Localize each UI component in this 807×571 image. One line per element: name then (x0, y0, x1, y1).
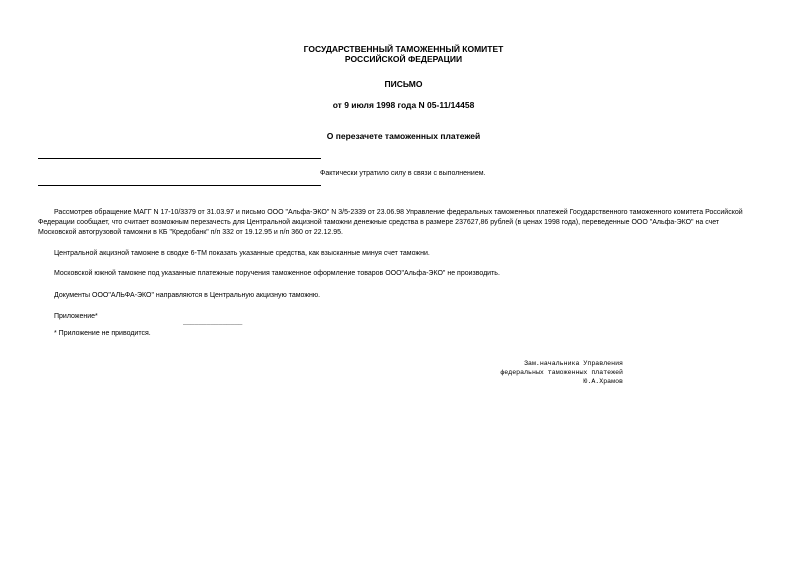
rule-top (38, 158, 321, 159)
paragraph-1-line-3: Московской автогрузовой таможни в КБ "Кредобанк" п/п 332 от 19.12.95 и п/п 360 от 22.12.95. (38, 229, 343, 236)
rule-bottom (38, 185, 321, 186)
paragraph-1-line-2: Федерации сообщает, что считает возможным перезачесть для Центральной акцизной таможни денежные средства в размере 237627,86 рублей (в ценах 1998 года), переведенные ООО "Альфа-ЭКО" на счет (38, 219, 720, 226)
signature-department: федеральных таможенных платежей (500, 369, 623, 376)
paragraph-1-line-1: Рассмотрев обращение МАГГ N 17-10/3379 от 31.03.97 и письмо ООО "Альфа-ЭКО" N 3/5-2339 от 23.06.98 Управление федеральных таможенных платежей Государственного таможенного комитета Российской (54, 209, 743, 216)
signature-name: Ю.А.Храмов (583, 378, 623, 385)
signature-title: Зам.начальника Управления (524, 360, 623, 367)
signature-block (500, 359, 623, 386)
header-line1: ГОСУДАРСТВЕННЫЙ ТАМОЖЕННЫЙ КОМИТЕТ (303, 44, 504, 54)
paragraph-4: Документы ООО"АЛЬФА-ЭКО" направляются в Центральную акцизную таможню. (54, 292, 321, 299)
header-line2: РОССИЙСКОЙ ФЕДЕРАЦИИ (344, 54, 463, 64)
attachment-dashes: _______________ (183, 319, 243, 326)
doc-type: ПИСЬМО (384, 79, 423, 89)
paragraph-3: Московской южной таможне под указанные платежные поручения таможенное оформление товаров ООО"Альфа-ЭКО" не производить. (54, 270, 500, 277)
paragraph-2: Центральной акцизной таможне в сводке 6-ТМ показать указанные средства, как взысканные минуя счет таможни. (54, 250, 430, 257)
footnote: * Приложение не приводится. (54, 330, 151, 337)
status-note: Фактически утратило силу в связи с выполнением. (320, 170, 486, 177)
subject-title: О перезачете таможенных платежей (326, 131, 481, 141)
attachment-label: Приложение* (54, 313, 98, 320)
date-number: от 9 июля 1998 года N 05-11/14458 (332, 100, 475, 110)
